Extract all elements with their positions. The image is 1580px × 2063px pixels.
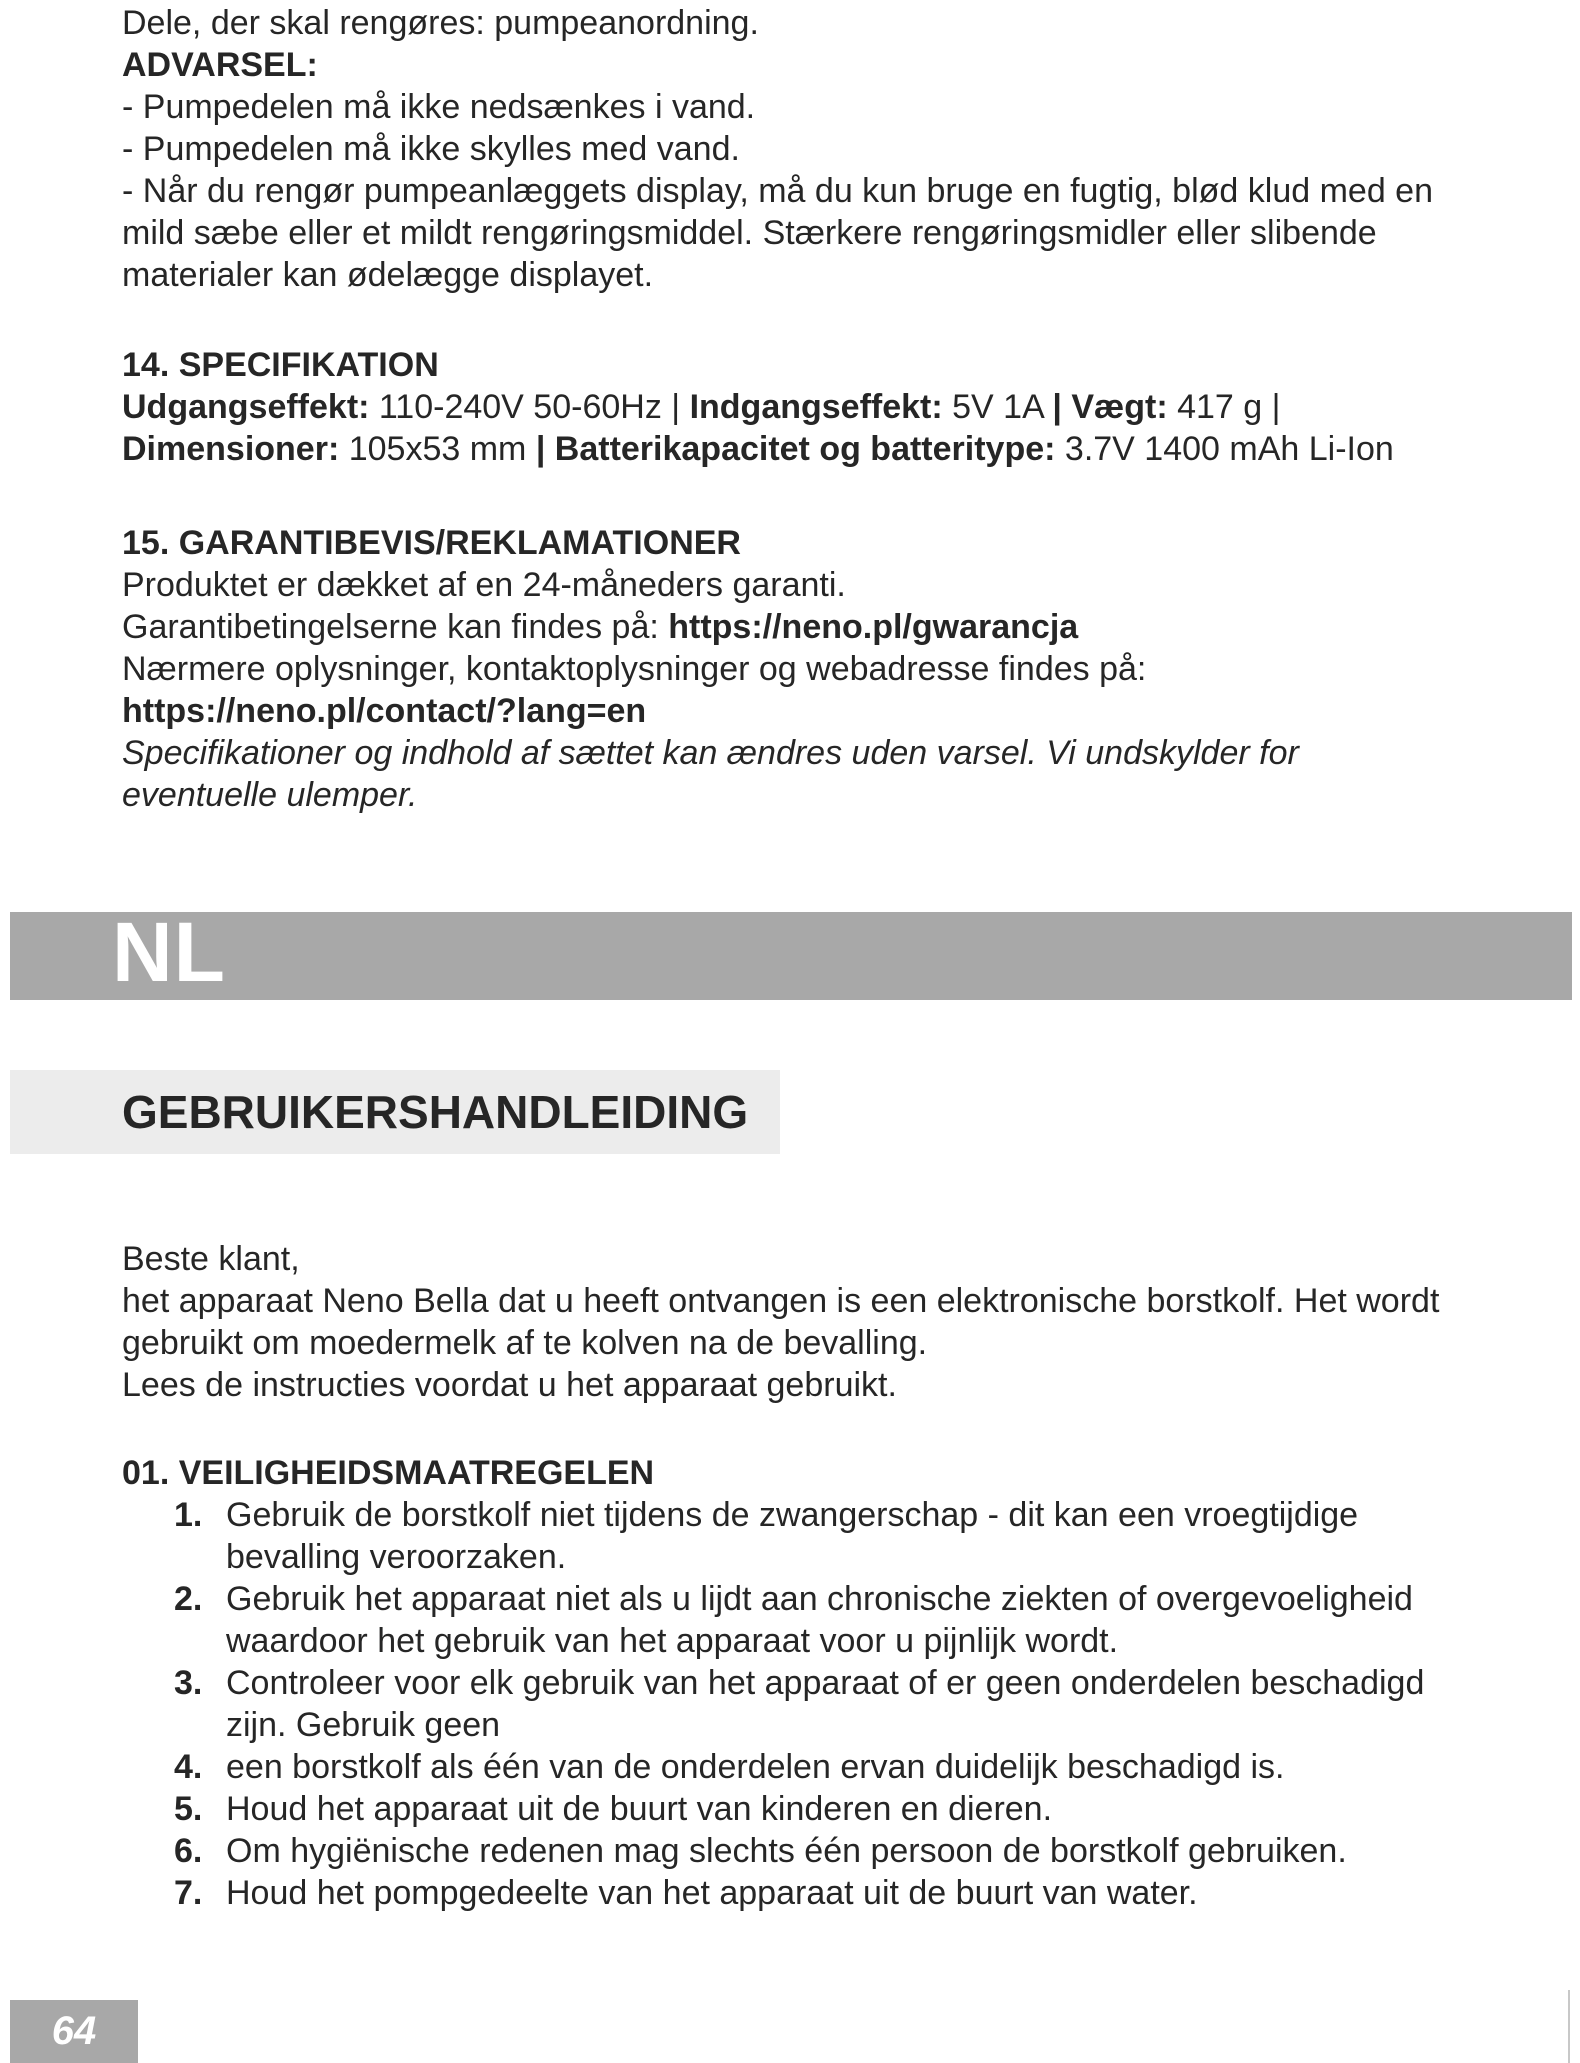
list-item-text: Gebruik de borstkolf niet tijdens de zwangerschap - dit kan een vroegtijdige bevalling veroorzaken.: [226, 1496, 1359, 1576]
list-item-text: Houd het apparaat uit de buurt van kinderen en dieren.: [226, 1790, 1053, 1828]
warning-title: ADVARSEL:: [122, 46, 318, 84]
manual-title: GEBRUIKERSHANDLEIDING: [122, 1086, 749, 1138]
list-item: [122, 1788, 1462, 1830]
list-item-text: Controleer voor elk gebruik van het apparaat of er geen onderdelen beschadigd zijn. Gebruik geen: [226, 1664, 1425, 1744]
battery-value: 3.7V 1400 mAh Li-Ion: [1064, 430, 1394, 468]
list-item-number: 2.: [174, 1580, 203, 1618]
safety-section: [122, 1452, 1462, 1914]
input-value: 5V 1A: [952, 388, 1043, 426]
specification-section: [122, 344, 1462, 470]
list-item: [122, 1494, 1462, 1578]
page-number: 64: [51, 2009, 97, 2053]
dimensions-label: Dimensioner:: [122, 430, 340, 468]
cleaning-section: [122, 2, 1462, 296]
input-label: Indgangseffekt:: [689, 388, 943, 426]
dimensions-value: 105x53 mm: [348, 430, 527, 468]
specification-heading: 14. SPECIFIKATION: [122, 346, 439, 384]
language-bar: [10, 912, 1572, 1000]
weight-value: 417 g: [1177, 388, 1263, 426]
list-item: [122, 1662, 1462, 1746]
page-edge-divider: [1568, 1990, 1570, 2063]
separator: |: [1271, 388, 1281, 426]
battery-label: Batterikapacitet og batteritype:: [554, 430, 1056, 468]
safety-list: [122, 1494, 1462, 1914]
separator: |: [1052, 388, 1062, 426]
list-item-text: een borstkolf als één van de onderdelen ervan duidelijk beschadigd is.: [226, 1748, 1285, 1786]
list-item: [122, 1746, 1462, 1788]
language-code: NL: [112, 905, 226, 999]
list-item-number: 4.: [174, 1748, 203, 1786]
list-item-number: 7.: [174, 1874, 203, 1912]
warranty-contact-text: Nærmere oplysninger, kontaktoplysninger og webadresse findes på:: [122, 650, 1147, 688]
intro-section: [122, 1238, 1462, 1406]
warranty-disclaimer: Specifikationer og indhold af sættet kan ændres uden varsel. Vi undskylder for eventuelle ulemper.: [122, 734, 1299, 814]
safety-heading: 01. VEILIGHEIDSMAATREGELEN: [122, 1454, 655, 1492]
warranty-terms-text: Garantibetingelserne kan findes på:: [122, 608, 659, 646]
output-label: Udgangseffekt:: [122, 388, 370, 426]
warranty-line-1: Produktet er dækket af en 24-måneders garanti.: [122, 566, 846, 604]
weight-label: Vægt:: [1071, 388, 1168, 426]
intro-body: het apparaat Neno Bella dat u heeft ontvangen is een elektronische borstkolf. Het wordt gebruikt om moedermelk af te kolven na de bevalling.: [122, 1282, 1440, 1362]
specification-text: [122, 386, 1462, 470]
list-item-text: Gebruik het apparaat niet als u lijdt aan chronische ziekten of overgevoeligheid waardoor het gebruik van het apparaat voor u pijnlijk wordt.: [226, 1580, 1413, 1660]
list-item: [122, 1872, 1462, 1914]
output-value: 110-240V 50-60Hz: [378, 388, 662, 426]
separator: |: [535, 430, 546, 468]
intro-greeting: Beste klant,: [122, 1240, 300, 1278]
warranty-terms-link[interactable]: https://neno.pl/gwarancja: [668, 608, 1079, 646]
warranty-contact-link[interactable]: https://neno.pl/contact/?lang=en: [122, 692, 647, 730]
list-item-number: 3.: [174, 1664, 203, 1702]
warning-item-2: - Pumpedelen må ikke skylles med vand.: [122, 130, 740, 168]
list-item: [122, 1578, 1462, 1662]
list-item-text: Houd het pompgedeelte van het apparaat uit de buurt van water.: [226, 1874, 1198, 1912]
warning-item-3: - Når du rengør pumpeanlæggets display, må du kun bruge en fugtig, blød klud med en mild sæbe eller et mildt rengøringsmiddel. Stærkere rengøringsmidler eller slibende materialer kan ødelægge displayet.: [122, 172, 1433, 294]
intro-instruction: Lees de instructies voordat u het apparaat gebruikt.: [122, 1366, 897, 1404]
warranty-section: [122, 522, 1462, 816]
separator: |: [671, 388, 681, 426]
warranty-heading: 15. GARANTIBEVIS/REKLAMATIONER: [122, 524, 741, 562]
list-item: [122, 1830, 1462, 1872]
list-item-number: 5.: [174, 1790, 203, 1828]
cleaning-parts-line: Dele, der skal rengøres: pumpeanordning.: [122, 4, 759, 42]
list-item-text: Om hygiënische redenen mag slechts één persoon de borstkolf gebruiken.: [226, 1832, 1347, 1870]
list-item-number: 6.: [174, 1832, 203, 1870]
warranty-terms-line: [122, 606, 1462, 648]
warning-item-1: - Pumpedelen må ikke nedsænkes i vand.: [122, 88, 756, 126]
list-item-number: 1.: [174, 1496, 203, 1534]
